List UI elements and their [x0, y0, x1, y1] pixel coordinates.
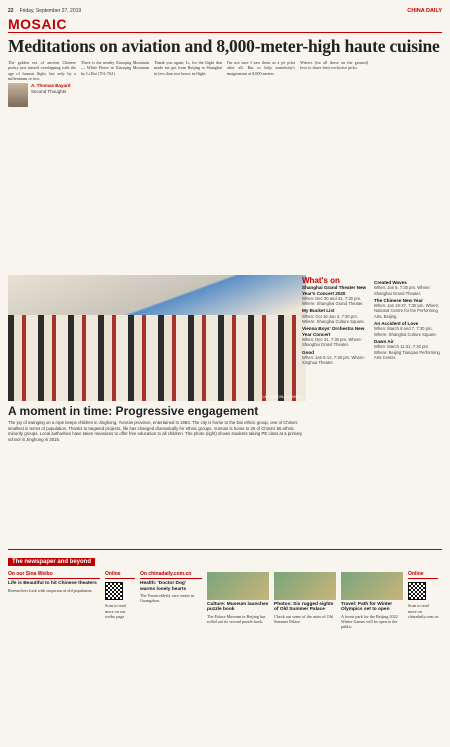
- tile-body: Researchers look with suspicion at old population.: [8, 587, 93, 593]
- column-name: Second Thoughts: [31, 88, 67, 94]
- story-paragraph: I'm not sure I saw them as a jet pilot after all. But to help somebody's imagination at 8,000 meters.: [227, 60, 295, 76]
- qr-code-icon[interactable]: [408, 582, 426, 600]
- whats-on-title: What's on: [302, 276, 340, 285]
- event-title: The Chinese New Year: [374, 297, 423, 303]
- byline: [8, 83, 76, 107]
- tile-thumbnail: [207, 572, 269, 600]
- event-title: My Bucket List: [302, 308, 335, 314]
- event-title: Good: [302, 349, 314, 355]
- bottom-tiles: [8, 572, 442, 629]
- tile-thumbnail: [274, 572, 336, 600]
- event-title: Shanghai Grand Theater New Year's Concert 2020: [302, 285, 367, 296]
- event-time: When: March 6 and 7, 7:30 pm. Where: Shanghai Culture Square.: [374, 326, 437, 337]
- author-name: A. Thomas Bayard: [31, 83, 71, 89]
- tile-source: On chinadaily.com.cn: [140, 572, 202, 579]
- tile-heading[interactable]: Photos: Six rugged sights of Old Summer Palace: [274, 602, 334, 613]
- tile-heading: Scan to read more on chinadaily.com.cn: [408, 603, 439, 619]
- bottom-section-title: The newspaper and beyond: [8, 558, 95, 566]
- event-time: When: Oct 16-Jan 4, 7:30 pm. Where: Shanghai Culture Square.: [302, 313, 365, 325]
- photo-credit: LIU XIANGHUI / XINHUA: [262, 395, 302, 399]
- event-title: Created Waves: [374, 280, 407, 285]
- story-paragraph: The golden era of ancient Chinese poetry just missed overlapping with the age of human flight, but only by a millennium or two.: [8, 60, 76, 81]
- story-body: [8, 60, 442, 500]
- tile-body: The Yaoan elderly care center in Guangzhou.: [140, 592, 195, 604]
- tile-body: The Palace Museum in Beijing has rolled out its second puzzle book.: [207, 613, 266, 624]
- feature-caption: [8, 401, 306, 442]
- tile-heading[interactable]: Health: 'Doctor Dog' warms lonely hearts: [140, 581, 187, 592]
- whats-on-box: [302, 278, 442, 365]
- page-number: 22: [8, 7, 14, 14]
- photo-figures: [8, 315, 306, 401]
- story-paragraph: There is the nearby Xiaoqing Mountain — White Horse in Xiaoqing Mountain by Li Bai (701-762).: [81, 60, 149, 76]
- tile-heading[interactable]: Life is Beautiful to hit Chinese theaters: [8, 581, 97, 587]
- event-title: Dawn Air: [374, 338, 394, 344]
- tile-heading[interactable]: Culture: Museum launches puzzle book: [207, 602, 269, 613]
- feature-photo: [8, 275, 306, 401]
- tile-body: Check out some of the ruins of Old Summer Palace.: [274, 613, 333, 624]
- weibo-tile: [8, 572, 100, 629]
- feature-body: The joy of swinging on a rope keeps children in Jinghong, Yunnan province, entertained in 1983. The city is home to the Dai ethnic group, one of China's smallest in terms of population. Thanks to targeted projects, life has changed dramatically for ethnic groups. Yunnan is home to 25 of China's 55 ethnic minority groups. Local authorities have taken measures to offer free education to all children. The photo (right) shows students taking PE class at a primary school in Jinghong in 2015.: [8, 420, 303, 442]
- qr-code-icon[interactable]: [105, 582, 123, 600]
- health-tile: [140, 572, 202, 629]
- headline: Meditations on aviation and 8,000-meter-high haute cuisine: [8, 36, 440, 56]
- culture-tile: [207, 572, 269, 629]
- event-time: When: Jan 5-12, 7:30 pm. Where: Xinghua Theater.: [302, 354, 365, 366]
- event-time: When: Dec 30 and 31, 7:30 pm. Where: Shanghai Grand Theater.: [302, 295, 364, 307]
- tile-thumbnail: [341, 572, 403, 600]
- issue-date: Friday, September 27, 2019: [19, 7, 82, 14]
- event-time: When: March 11-31, 7:30 pm. Where: Beijing Tianqiao Performing Arts Center.: [374, 344, 440, 360]
- event-time: When: Dec 31, 7:30 pm. Where: Shanghai Grand Theater.: [302, 336, 362, 348]
- newspaper-and-beyond: [8, 549, 442, 629]
- site-qr-tile: [408, 572, 438, 629]
- story-paragraph: Writers (for all those on the ground) love to share their exclusive picks.: [300, 60, 368, 71]
- section-title: MOSAIC: [8, 16, 67, 32]
- byline-text: [31, 83, 71, 107]
- tile-source: On our Sina Weibo: [8, 572, 100, 579]
- feature-title: A moment in time: Progressive engagement: [8, 404, 259, 418]
- whats-on-column-1: [302, 278, 370, 365]
- event-title: An Accident of Love: [374, 321, 419, 327]
- event-title: Vienna Boys' Orchestra New Year Concert: [302, 326, 365, 337]
- tile-body: A forest park for the Beijing 2022 Winter Games will be open to the public.: [341, 613, 398, 630]
- section-masthead: [8, 16, 442, 33]
- weibo-qr-tile: [105, 572, 135, 629]
- event-time: When: Jan 8, 7:30 pm. Where: Shanghai Grand Theater.: [374, 285, 431, 296]
- tile-heading[interactable]: Travel: Path for Winter Olympics set to open: [341, 602, 393, 613]
- tile-source: Online: [408, 572, 438, 579]
- top-bar: [8, 6, 442, 15]
- author-avatar: [8, 83, 28, 107]
- whats-on-column-2: [374, 278, 442, 365]
- travel-tile: [341, 572, 403, 629]
- event-time: When: Jan 19-27, 7:30 pm. Where: National Centre for the Performing Arts, Beijing.: [374, 303, 440, 319]
- story-paragraph: Thank you again, Li, for the flight that made me get from Beijing to Shanghai in less than two hours in-flight.: [154, 60, 222, 76]
- tile-source: Online: [105, 572, 135, 579]
- tile-heading: Scan to read more on our weibo page: [105, 603, 126, 619]
- photos-tile: [274, 572, 336, 629]
- brand: CHINA DAILY: [407, 7, 442, 14]
